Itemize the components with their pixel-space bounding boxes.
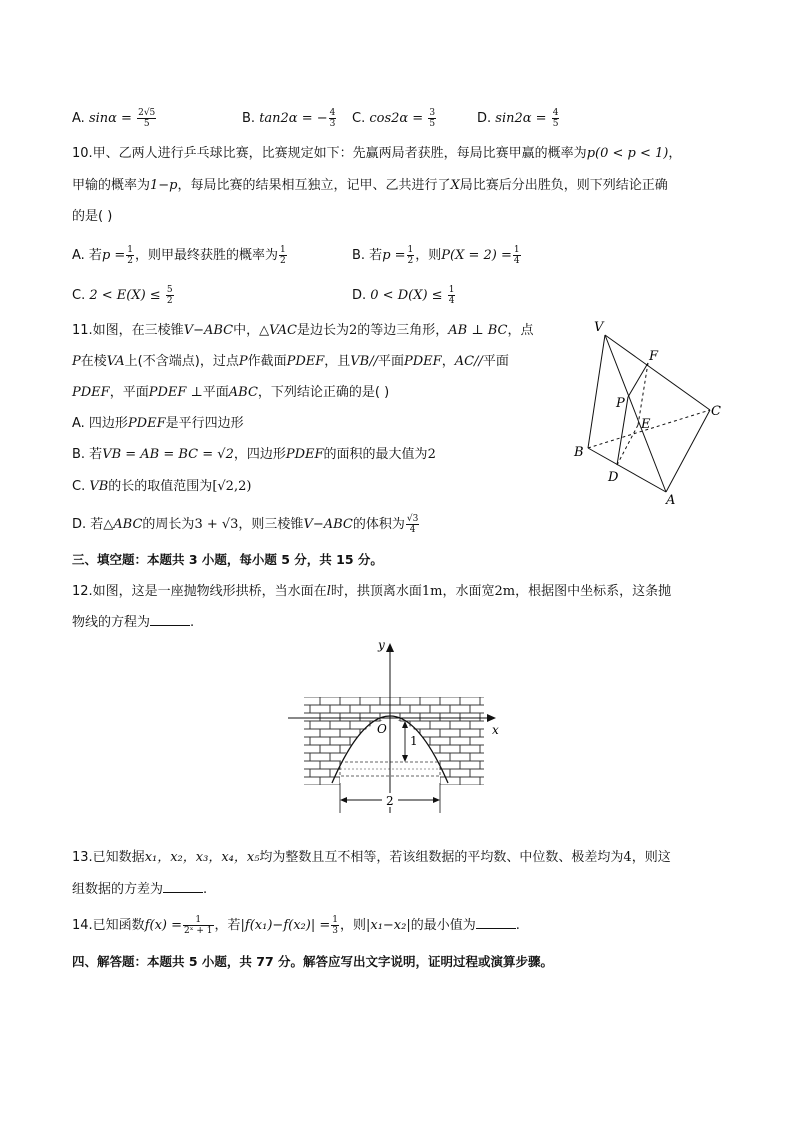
brick xyxy=(410,705,430,713)
brick xyxy=(300,777,320,785)
q10-option-d: D. 0 < D(X) ≤ $\frac{1}{4}$ xyxy=(352,285,455,306)
answer-blank xyxy=(476,916,516,929)
label-p: P xyxy=(616,396,625,411)
edge-vb xyxy=(588,335,605,448)
brick xyxy=(450,753,470,761)
brick xyxy=(390,737,410,745)
brick xyxy=(430,705,450,713)
brick xyxy=(320,745,340,753)
brick xyxy=(470,705,490,713)
label-height: 1 xyxy=(410,734,418,748)
brick xyxy=(300,761,320,769)
brick xyxy=(310,705,330,713)
brick xyxy=(330,753,350,761)
edge-ba xyxy=(588,448,666,492)
x-axis-arrow xyxy=(487,714,496,722)
q9-option-c: C. cos2α = $\frac{3}{5}$ xyxy=(352,108,436,129)
brick xyxy=(460,713,480,721)
brick xyxy=(480,745,500,753)
edge-pf xyxy=(628,363,648,397)
brick xyxy=(350,721,370,729)
brick xyxy=(350,753,370,761)
brick xyxy=(330,737,350,745)
section-4-heading: 四、解答题：本题共 5 小题，共 77 分。解答应写出文字说明，证明过程或演算步骤。 xyxy=(72,954,554,969)
brick xyxy=(320,713,340,721)
label-a: A xyxy=(666,493,676,508)
brick xyxy=(310,753,330,761)
brick xyxy=(360,777,380,785)
brick xyxy=(460,729,480,737)
brick xyxy=(320,761,340,769)
brick xyxy=(390,705,410,713)
brick xyxy=(290,753,310,761)
brick xyxy=(300,697,320,705)
brick xyxy=(440,729,460,737)
brick xyxy=(320,729,340,737)
brick xyxy=(450,721,470,729)
brick xyxy=(340,777,360,785)
edge-ac xyxy=(666,410,710,492)
brick xyxy=(420,729,440,737)
brick xyxy=(410,753,430,761)
label-e: E xyxy=(641,417,651,432)
q11-option-a: A. 四边形PDEF是平行四边形 xyxy=(72,416,244,431)
q9-option-b: B. tan2α = − $\frac{4}{3}$ xyxy=(242,108,336,129)
brick xyxy=(340,729,360,737)
q13-line-1: 13.已知数据x₁，x₂，x₃，x₄，x₅均为整数且互不相等，若该组数据的平均数、中位数、极差均为4，则这 xyxy=(72,850,671,865)
brick xyxy=(440,713,460,721)
q11-option-d: D. 若△ABC的周长为3 + √3，则三棱锥V−ABC的体积为 $\frac{√3}{4}$ xyxy=(72,514,419,535)
y-axis-arrow xyxy=(386,643,394,652)
brick xyxy=(300,745,320,753)
brick xyxy=(450,737,470,745)
q9-option-a: A. sinα = $\frac{2√5}{5}$ xyxy=(72,108,156,129)
q11-line-3: PDEF，平面PDEF ⊥平面ABC，下列结论正确的是( ) xyxy=(72,385,390,400)
brick xyxy=(420,713,440,721)
label-d: D xyxy=(608,470,619,485)
q9-option-d: D. sin2α = $\frac{4}{5}$ xyxy=(477,108,559,129)
brick xyxy=(420,777,440,785)
brick xyxy=(300,729,320,737)
brick xyxy=(460,697,480,705)
brick xyxy=(450,705,470,713)
brick xyxy=(320,777,340,785)
q10-option-a: A. 若p = $\frac{1}{2}$ ，则甲最终获胜的概率为 $\frac{1}{2}$ xyxy=(72,245,286,266)
q11-line-2: P在棱VA上(不含端点)，过点P作截面PDEF，且VB//平面PDEF，AC//平面 xyxy=(72,354,509,369)
brick xyxy=(360,745,380,753)
brick xyxy=(310,769,330,777)
brick xyxy=(440,697,460,705)
brick xyxy=(400,697,420,705)
q12-line-1: 12.如图，这是一座抛物线形拱桥，当水面在l时，拱顶离水面1m，水面宽2m，根据图中坐标系，这条抛 xyxy=(72,584,672,599)
brick xyxy=(430,737,450,745)
brick xyxy=(410,721,430,729)
brick xyxy=(440,745,460,753)
label-y: y xyxy=(378,638,385,652)
brick xyxy=(370,753,390,761)
brick xyxy=(320,697,340,705)
q12-line-2: 物线的方程为 . xyxy=(72,615,195,630)
q11-option-b: B. 若VB = AB = BC = √2，四边形PDEF的面积的最大值为2 xyxy=(72,447,436,462)
brick-wall xyxy=(290,697,500,785)
brick xyxy=(290,769,310,777)
label-width: 2 xyxy=(386,794,394,808)
brick xyxy=(290,737,310,745)
answer-blank xyxy=(150,613,190,626)
brick xyxy=(470,721,490,729)
brick xyxy=(310,737,330,745)
q11-line-1: 11.如图，在三棱锥V−ABC中，△VAC是边长为2的等边三角形，AB ⊥ BC，点 xyxy=(72,323,534,338)
q10-line-3: 的是( ) xyxy=(72,209,113,224)
section-3-heading: 三、填空题：本题共 3 小题，每小题 5 分，共 15 分。 xyxy=(72,552,383,567)
brick xyxy=(370,705,390,713)
q13-line-2: 组数据的方差为 . xyxy=(72,882,208,897)
brick xyxy=(300,713,320,721)
bridge-figure xyxy=(280,635,510,815)
brick xyxy=(470,753,490,761)
brick xyxy=(470,769,490,777)
label-origin: O xyxy=(377,722,387,736)
brick xyxy=(350,705,370,713)
brick xyxy=(460,777,480,785)
brick xyxy=(450,769,470,777)
brick xyxy=(310,721,330,729)
q11-option-c: C. VB的长的取值范围为[√2,2) xyxy=(72,479,252,494)
brick xyxy=(330,721,350,729)
brick xyxy=(460,761,480,769)
brick xyxy=(440,777,460,785)
brick xyxy=(430,721,450,729)
label-c: C xyxy=(711,404,721,419)
answer-blank xyxy=(163,880,203,893)
brick xyxy=(480,697,500,705)
pyramid-figure xyxy=(560,315,730,510)
brick xyxy=(290,721,310,729)
brick xyxy=(330,705,350,713)
brick xyxy=(400,777,420,785)
brick xyxy=(460,745,480,753)
q10-line-1: 10.甲、乙两人进行乒乓球比赛，比赛规定如下：先赢两局者获胜，每局比赛甲赢的概率为p(0 < p < 1)， xyxy=(72,146,682,161)
label-v: V xyxy=(594,320,604,335)
brick xyxy=(430,753,450,761)
brick xyxy=(440,761,460,769)
q14-line: 14.已知函数f(x) = $\frac{1}{\text{2ˣ + 1}}$ ，若|f(x₁)−f(x₂)| = $\frac{1}{3}$ ，则|x₁−x₂|的最小值为 . xyxy=(72,915,520,936)
label-f: F xyxy=(649,349,659,364)
brick xyxy=(360,697,380,705)
brick xyxy=(470,737,490,745)
label-x: x xyxy=(492,723,499,737)
q10-line-2: 甲输的概率为1−p，每局比赛的结果相互独立，记甲、乙共进行了X局比赛后分出胜负，则下列结论正确 xyxy=(72,178,668,193)
brick xyxy=(370,737,390,745)
q10-option-c: C. 2 < E(X) ≤ $\frac{5}{2}$ xyxy=(72,285,173,306)
brick xyxy=(340,697,360,705)
brick xyxy=(480,777,500,785)
q10-option-b: B. 若p = $\frac{1}{2}$ ，则P(X = 2) = $\frac{1}{4}$ xyxy=(352,245,520,266)
label-b: B xyxy=(574,445,584,460)
brick xyxy=(290,705,310,713)
brick xyxy=(480,761,500,769)
brick xyxy=(340,713,360,721)
brick xyxy=(420,697,440,705)
